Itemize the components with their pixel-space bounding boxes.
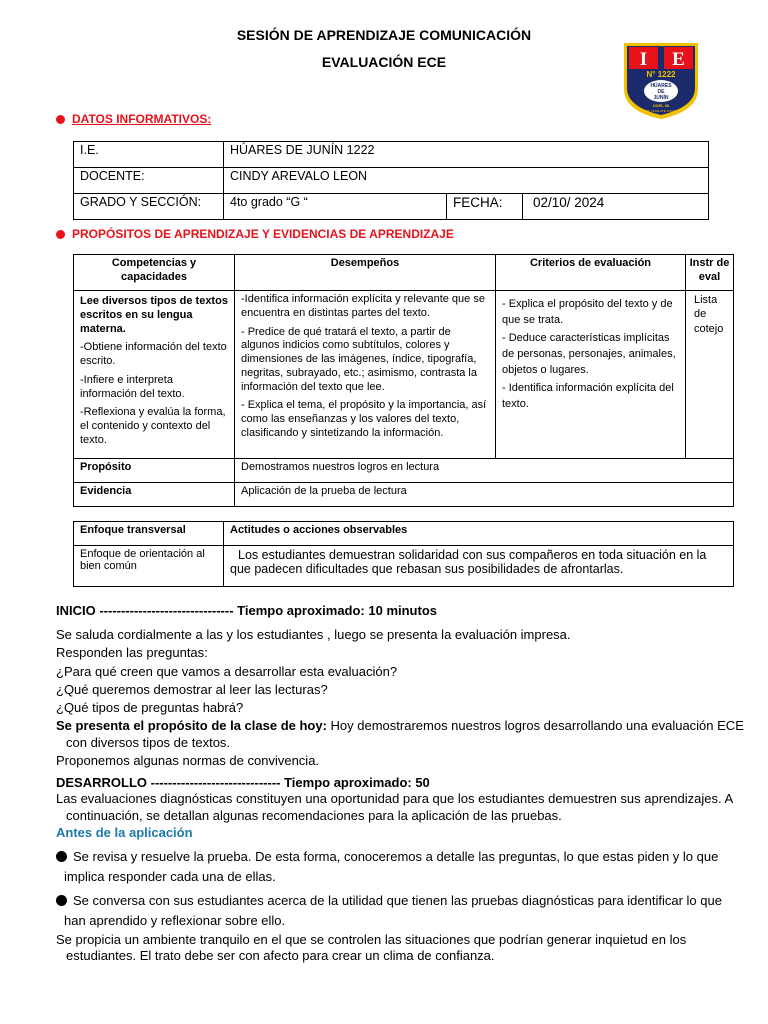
fecha-label: FECHA: bbox=[447, 194, 523, 220]
bullet-icon bbox=[56, 851, 67, 862]
header-criterios: Criterios de evaluación bbox=[496, 255, 686, 291]
page-title: SESIÓN DE APRENDIZAJE COMUNICACIÓN bbox=[236, 27, 532, 43]
header-desempenos: Desempeños bbox=[235, 255, 496, 291]
crest-name-2: DE bbox=[657, 89, 665, 95]
bullet-item: Se conversa con sus estudiantes acerca de la utilidad que tienen las pruebas diagnósticas para identificar lo que han aprendido y reflexionar sobre ello. bbox=[56, 891, 746, 931]
enfoque-header-left: Enfoque transversal bbox=[74, 522, 224, 546]
docente-label: DOCENTE: bbox=[74, 168, 224, 194]
ie-label: I.E. bbox=[74, 142, 224, 168]
capacidad-item: -Infiere e interpreta información del texto. bbox=[80, 373, 185, 400]
page-subtitle: EVALUACIÓN ECE bbox=[321, 54, 447, 70]
competencias-cell bbox=[74, 291, 235, 459]
crest-name-3: JUNÍN bbox=[653, 95, 669, 101]
proposito-clase: Se presenta el propósito de la clase de hoy: Hoy demostraremos nuestros logros desarrollando una evaluación ECE con diversos tipos de textos. bbox=[56, 718, 744, 750]
proposito-value: Demostramos nuestros logros en lectura bbox=[235, 459, 734, 483]
criterio-item: - Identifica información explícita del texto. bbox=[502, 381, 674, 410]
criterios-cell bbox=[496, 291, 686, 459]
header-competencias: Competencias y capacidades bbox=[74, 255, 235, 291]
criterio-item: - Deduce características implícitas de personas, personajes, animales, objetos o lugares. bbox=[502, 331, 676, 376]
desempenos-cell bbox=[235, 291, 496, 459]
datos-table bbox=[73, 141, 709, 220]
header-instrumento: Instr de eval bbox=[686, 255, 734, 291]
desempeno-item: -Identifica información explícita y relevante que se encuentra en distintas partes del texto. bbox=[241, 293, 485, 319]
docente-value: CINDY AREVALO LEON bbox=[224, 168, 709, 194]
inicio-line: Responden las preguntas: bbox=[56, 645, 208, 661]
desempeno-item: - Predice de qué tratará el texto, a partir de algunos indicios como subtítulos, colores y dimensiones de las imágenes, índice, tipografía, negritas, subrayado, etc.; asimismo, contrasta la información del texto que lee. bbox=[241, 325, 477, 393]
enfoque-table bbox=[73, 521, 734, 587]
desarrollo-intro: Las evaluaciones diagnósticas constituyen una oportunidad para que los estudiantes demuestren sus aprendizajes. A continuación, se detallan algunas recomendaciones para la aplicación de las pruebas. bbox=[56, 791, 733, 823]
inicio-body bbox=[56, 627, 746, 769]
crest-place: URB. TILDE ATE VITARTE bbox=[643, 109, 679, 113]
capacidad-item: -Obtiene información del texto escrito. bbox=[80, 341, 227, 367]
desarrollo-heading: DESARROLLO ------------------------------ Tiempo aproximado: 50 bbox=[56, 775, 430, 790]
datos-informativos-heading: DATOS INFORMATIVOS: bbox=[56, 112, 211, 126]
enfoque-row-left: Enfoque de orientación al bien común bbox=[74, 546, 224, 587]
crest-letter-i: I bbox=[639, 49, 648, 70]
enfoque-row-right: Los estudiantes demuestran solidaridad con sus compañeros en toda situación en la que padecen dificultades que rebasan sus posibilidades de afrontarlas. bbox=[224, 546, 734, 587]
crest-name-1: HÚARES bbox=[650, 83, 672, 89]
red-bullet-icon bbox=[56, 230, 65, 239]
crest-number: N° 1222 bbox=[646, 70, 676, 79]
crest-letter-e: E bbox=[672, 49, 685, 70]
red-bullet-icon bbox=[56, 115, 65, 124]
bullet-icon bbox=[56, 895, 67, 906]
inicio-line: Se saluda cordialmente a las y los estudiantes , luego se presenta la evaluación impresa. bbox=[56, 627, 571, 642]
enfoque-header-right: Actitudes o acciones observables bbox=[224, 522, 734, 546]
inicio-heading: INICIO ------------------------------- Tiempo aproximado: 10 minutos bbox=[56, 603, 437, 618]
school-crest-logo bbox=[622, 41, 700, 121]
evidencia-value: Aplicación de la prueba de lectura bbox=[235, 483, 734, 507]
proposito-label: Propósito bbox=[74, 459, 235, 483]
ie-value: HÚARES DE JUNÍN 1222 bbox=[224, 142, 709, 168]
instrumento-cell: Lista de cotejo bbox=[686, 291, 734, 459]
propositos-table bbox=[73, 254, 734, 507]
inicio-question: ¿Para qué creen que vamos a desarrollar esta evaluación? bbox=[56, 663, 398, 679]
criterio-item: - Explica el propósito del texto y de que se trata. bbox=[502, 298, 673, 326]
inicio-question: ¿Qué queremos demostrar al leer las lecturas? bbox=[56, 681, 328, 697]
normas-line: Proponemos algunas normas de convivencia. bbox=[56, 752, 320, 768]
propositos-heading: PROPÓSITOS DE APRENDIZAJE Y EVIDENCIAS DE APRENDIZAJE bbox=[56, 227, 454, 241]
desarrollo-closing: Se propicia un ambiente tranquilo en el que se controlen las situaciones que podrían generar inquietud en los estudiantes. El trato debe ser con afecto para crear un clima de confianza. bbox=[56, 931, 687, 963]
grado-value: 4to grado “G “ bbox=[224, 194, 447, 220]
crest-ugel: UGEL 06 bbox=[652, 103, 670, 108]
inicio-question: ¿Qué tipos de preguntas habrá? bbox=[56, 700, 244, 715]
fecha-value: 02/10/ 2024 bbox=[523, 194, 709, 220]
grado-label: GRADO Y SECCIÓN: bbox=[74, 194, 224, 220]
evidencia-label: Evidencia bbox=[74, 483, 235, 507]
antes-aplicacion-heading: Antes de la aplicación bbox=[56, 824, 193, 840]
capacidad-item: -Reflexiona y evalúa la forma, el contenido y contexto del texto. bbox=[80, 406, 226, 446]
desempeno-item: - Explica el tema, el propósito y la importancia, así como las enseñanzas y los valores del texto, clasificando y sintetizando la información. bbox=[241, 399, 487, 439]
desarrollo-section bbox=[56, 775, 746, 964]
competencia-title: Lee diversos tipos de textos escritos en su lengua materna. bbox=[80, 295, 228, 335]
bullet-item: Se revisa y resuelve la prueba. De esta forma, conoceremos a detalle las preguntas, lo que estas piden y lo que implica responder cada una de ellas. bbox=[56, 847, 746, 887]
